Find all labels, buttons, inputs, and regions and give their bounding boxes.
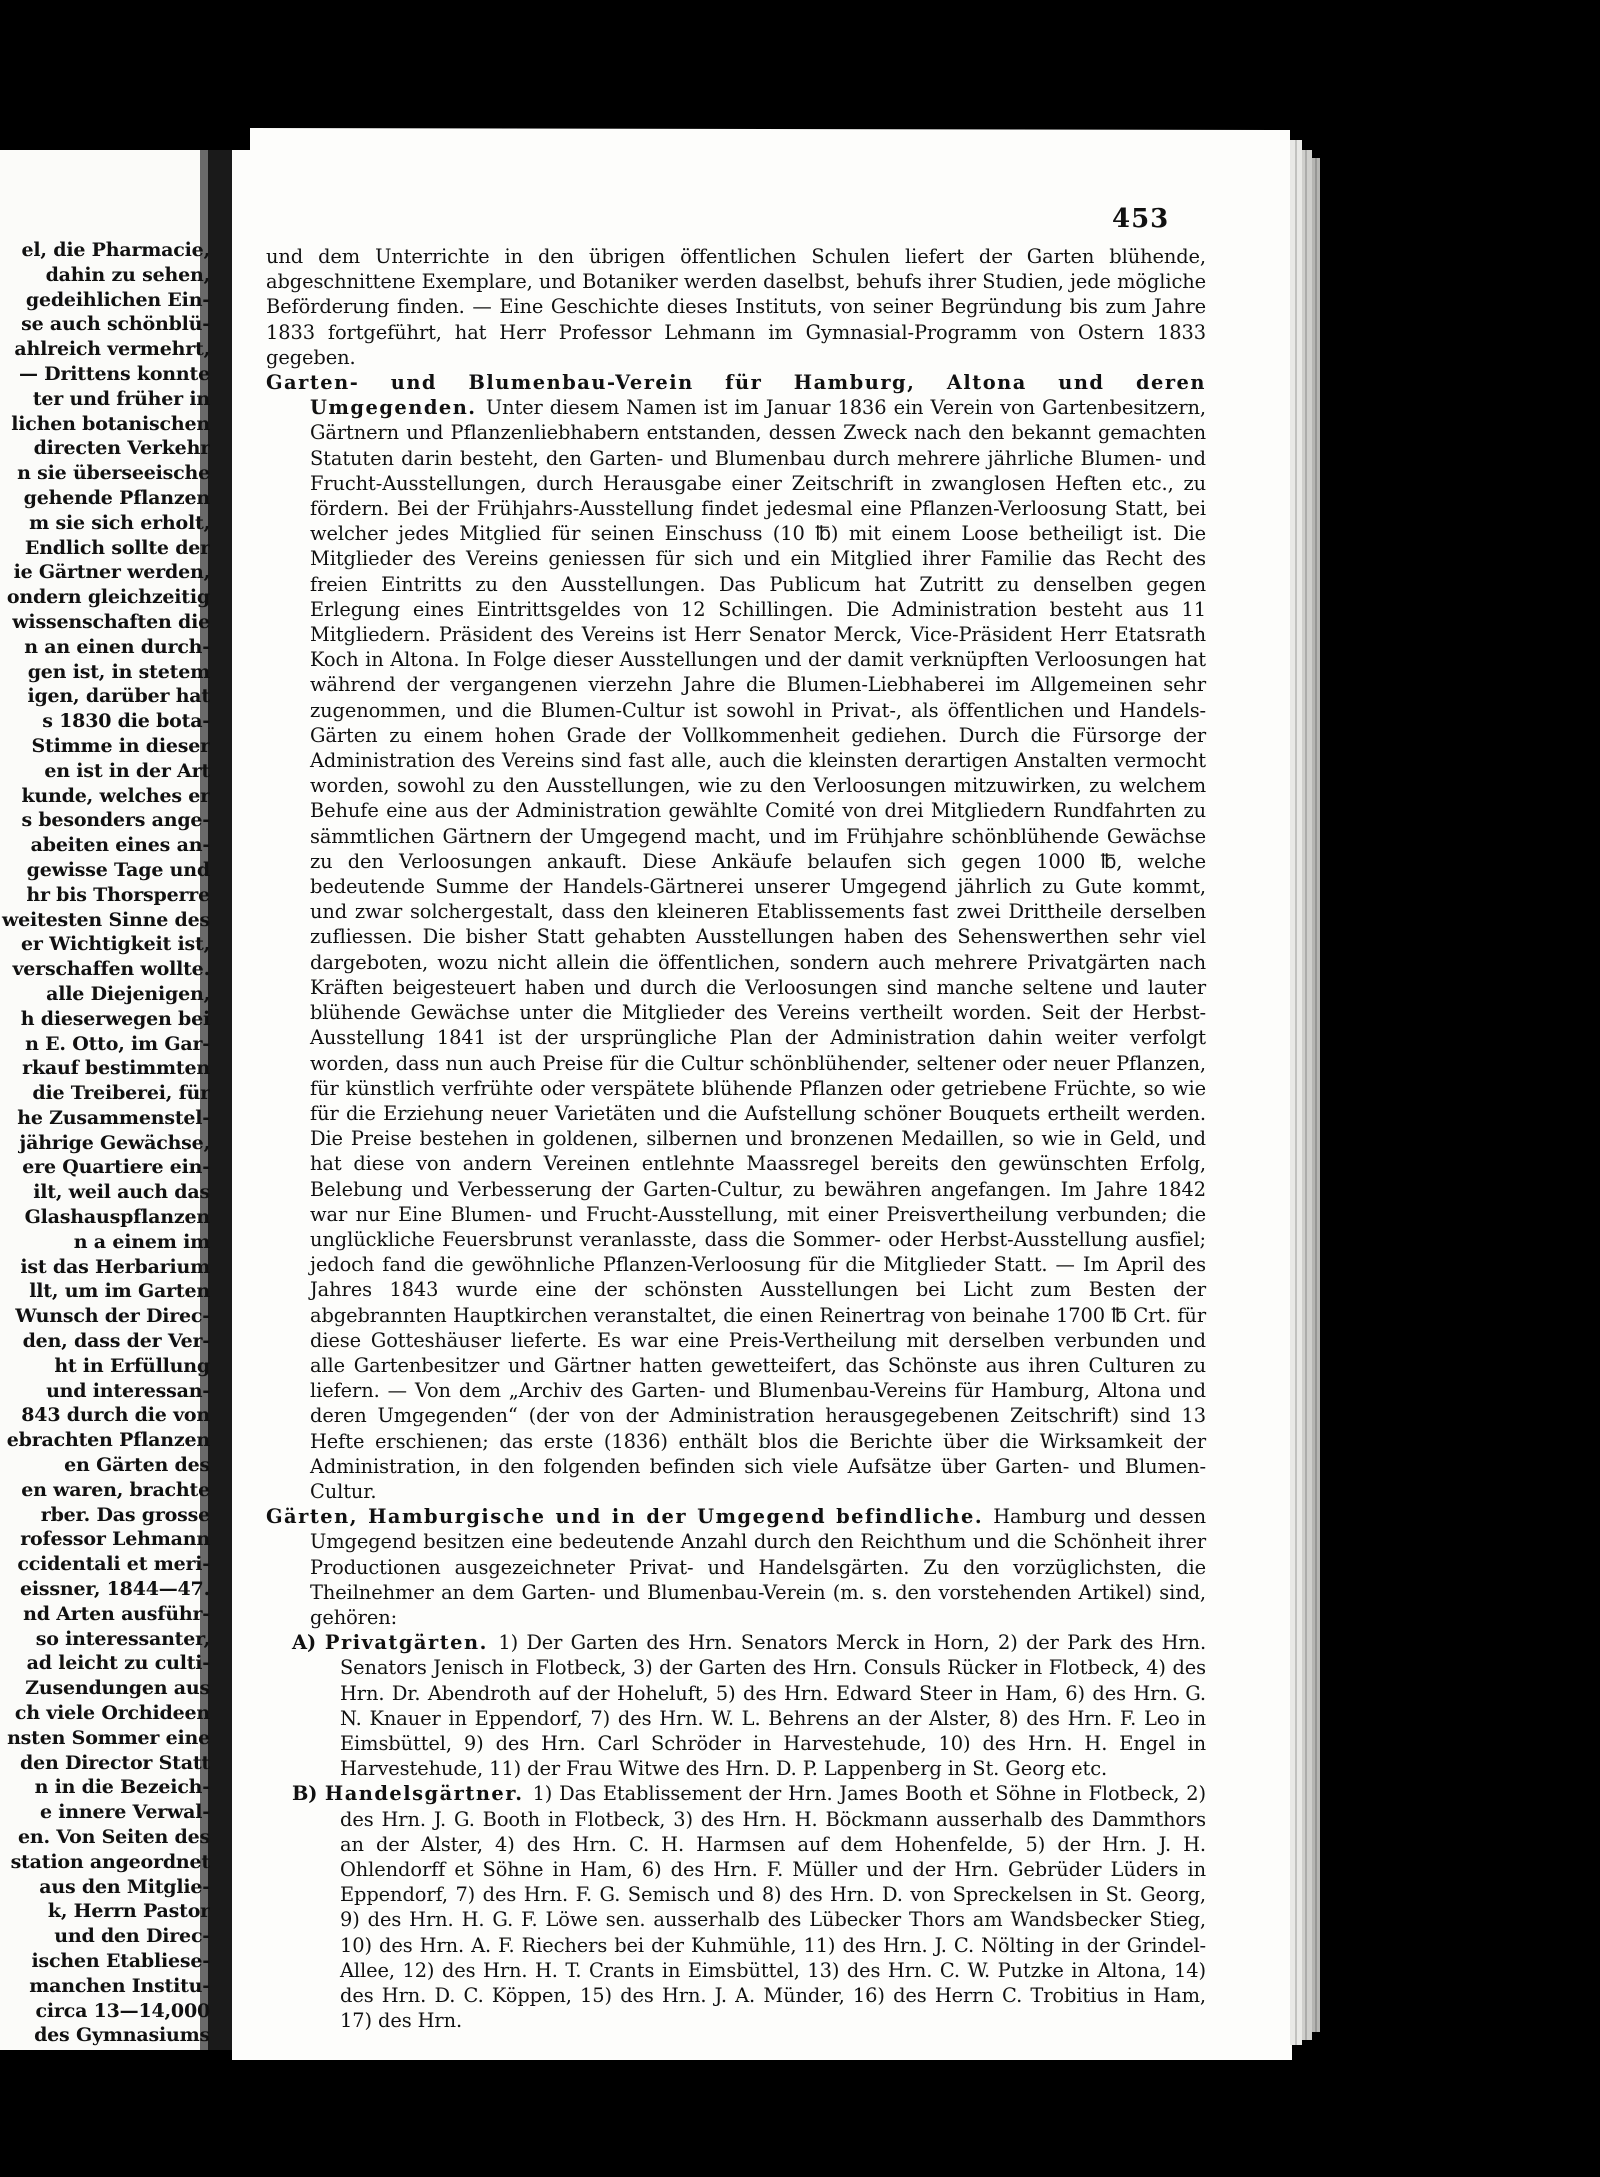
left-column-line: 843 durch die von [21, 1404, 210, 1427]
left-column-line: ebrachten Pflanzen [6, 1429, 210, 1452]
subentry-marker: A) [292, 1631, 325, 1655]
left-column-line: weitesten Sinne des [1, 908, 210, 931]
left-column-line: rber. Das grosse [40, 1503, 210, 1526]
left-column-line: en Gärten des [64, 1454, 210, 1477]
left-column-line: manchen Institu- [29, 1974, 210, 1997]
left-column-line: ie Gärtner werden, [13, 561, 210, 584]
left-column-line: kunde, welches er [21, 784, 210, 807]
entry-text: Unter diesem Namen ist im Januar 1836 ein Verein von Gartenbesitzern, Gärtnern und Pflanzenliebhabern entstanden, dessen Zweck nach den bekannt gemachten Statuten darin besteht, den Garten- und Blumenbau durch mehrere jährliche Blumen- und Frucht-Ausstellungen, durch Herausgabe einer Zeitschrift in zwanglosen Heften etc., zu fördern. Bei der Frühjahrs-Ausstellung findet jedesmal eine Pflanzen-Verloosung Statt, bei welcher jedes Mitglied für seinen Einschuss (10 ℔) mit einem Loose betheiligt ist. Die Mitglieder des Vereins geniessen für sich und ein Mitglied ihrer Familie das Recht des freien Eintritts zu den Ausstellungen. Das Publicum hat Zutritt zu denselben gegen Erlegung eines Eintrittsgeldes von 12 Schillingen. Die Administration besteht aus 11 Mitgliedern. Präsident des Vereins ist Herr Senator Merck, Vice-Präsident Herr Etatsrath Koch in Altona. In Folge dieser Ausstellungen und der damit verknüpften Verloosungen hat während der vergangenen vierzehn Jahre die Blumen-Liebhaberei im Allgemeinen sehr zugenommen, und die Blumen-Cultur ist sowohl in Privat-, als öffentlichen und Handels-Gärten zu einem hohen Grade der Vollkommenheit gediehen. Durch die Fürsorge der Administration des Vereins sind fast alle, auch die kleinsten derartigen Anstalten vermocht worden, sowohl zu den Ausstellungen, wie zu den Verloosungen mitzuwirken, zu welchem Behufe eine aus der Administration gewählte Comité von drei Mitgliedern Rundfahrten zu sämmtlichen Gärtnern der Umgegend macht, und im Frühjahre schönblühende Gewächse zu den Verloosungen ankauft. Diese Ankäufe belaufen sich gegen 1000 ℔, welche bedeutende Summe der Handels-Gärtnerei unserer Umgegend jährlich zu Gute kommt, und zwar solchergestalt, dass den kleineren Etablissements fast zwei Drittheile derselben zufliessen. Die bisher Statt gehabten Ausstellungen haben des Sehenswerthen sehr viel dargeboten, wozu nicht allein die öffentlichen, sondern auch mehrere Privatgärten nach Kräften beigesteuert haben und durch die Verloosungen sind manche seltene und lauter blühende Gewächse unter die Mitglieder des Vereins vertheilt worden. Seit der Herbst-Ausstellung 1841 ist der ursprüngliche Plan der Administration dahin weiter verfolgt worden, dass nun auch Preise für die Cultur schönblühender, seltener oder neuer Pflanzen, für künstlich verfrühte oder verspätete blühende Pflanzen oder getriebene Früchte, so wie für die Erziehung neuer Varietäten und die Aufstellung schöner Bouquets ertheilt werden. Die Preise bestehen in goldenen, silbernen und bronzenen Medaillen, so wie in Geld, und hat diese von andern Vereinen entlehnte Maassregel bereits den gewünschten Erfolg, Belebung und Verbesserung der Garten-Cultur, zu bewähren angefangen. Im Jahre 1842 war nur Eine Blumen- und Frucht-Ausstellung, mit einer Preisvertheilung verbunden; die unglückliche Feuersbrunst veranlasste, dass die Sommer- oder Herbst-Ausstellung ausfiel; jedoch fand die gewöhnliche Pflanzen-Verloosung für die Mitglieder Statt. — Im April des Jahres 1843 wurde eine der schönsten Ausstellungen bei Licht zum Besten der abgebrannten Hauptkirchen veranstaltet, die einen Reinertrag von beinahe 1700 ℔ Crt. für diese Gotteshäuser lieferte. Es war eine Preis-Vertheilung mit derselben verbunden und alle Gartenbesitzer und Gärtner hatten gewetteifert, das Schönste aus ihren Culturen zu liefern. — Von dem „Archiv des Garten- und Blumenbau-Vereins für Hamburg, Altona und deren Umgegenden“ (der von der Administration herausgegebenen Zeitschrift) sind 13 Hefte erschienen; das erste (1836) enthält blos die Berichte über die Wirksamkeit der Administration, in den folgenden befinden sich viele Aufsätze über Garten- und Blumen-Cultur. [310, 396, 1206, 1503]
left-column-line: k, Herrn Pastor [47, 1900, 210, 1923]
left-column-line: hr bis Thorsperre [26, 883, 210, 906]
left-column-line: gen ist, in stetem [27, 660, 210, 683]
left-column-line: alle Diejenigen, [46, 982, 210, 1005]
left-column-line: den Director Statt [20, 1751, 210, 1774]
left-column-line: verschaffen wollte. [12, 958, 210, 981]
page-number: 453 [1112, 204, 1170, 234]
entry-lemma: Gärten, Hamburgische und in der Umgegend befindliche. [266, 1505, 994, 1529]
left-column-line: jährige Gewächse, [19, 1131, 210, 1154]
entry-text: Hamburg und dessen Umgegend besitzen eine bedeutende Anzahl durch den Reichthum und die Schönheit ihrer Productionen ausgezeichneter Privat- und Handelsgärten. Zu den vorzüglichsten, die Theilnehmer an dem Garten- und Blumenbau-Verein (m. s. den vorstehenden Artikel) sind, gehören: [310, 1505, 1206, 1629]
left-column-line: en waren, brachte [21, 1478, 210, 1501]
left-column-line: igen, darüber hat [27, 685, 210, 708]
entry-gaerten-hamburg [266, 1504, 1206, 1630]
paragraph-continuation: und dem Unterrichte in den übrigen öffentlichen Schulen liefert der Garten blühende, abgeschnittene Exemplare, und Botaniker werden daselbst, behufs ihrer Studien, jede mögliche Beförderung finden. — Eine Geschichte dieses Instituts, von seiner Begründung bis zum Jahre 1833 fortgeführt, hat Herr Professor Lehmann im Gymnasial-Programm von Ostern 1833 gegeben. [266, 245, 1206, 369]
left-column-line: n an einen durch- [24, 635, 210, 658]
left-column-line: gewisse Tage und [26, 858, 210, 881]
left-column-line: wissenschaften die [12, 610, 210, 633]
left-column-line: — Drittens konnte [18, 362, 210, 385]
subentry-lemma: Privatgärten. [324, 1631, 499, 1655]
left-column-line: n E. Otto, im Gar- [25, 1032, 210, 1055]
left-column-line: so interessanter, [35, 1627, 210, 1650]
left-column-line: el, die Pharmacie, [21, 239, 210, 261]
entry-lemma: Garten- und Blumenbau-Verein für Hamburg, Altona und deren Umgegenden. [266, 371, 1206, 420]
left-column-line: Zusendungen aus [25, 1677, 210, 1700]
left-column-line: dahin zu sehen, [45, 263, 210, 286]
left-page-column [0, 238, 210, 2048]
left-column-line: aus den Mitglie- [39, 1875, 210, 1898]
subentry-text: 1) Das Etablissement der Hrn. James Booth et Söhne in Flotbeck, 2) des Hrn. J. G. Booth in Flotbeck, 3) des Hrn. H. Böckmann ausserhalb des Dammthors an der Alster, 4) des Hrn. C. H. Harmsen auf dem Hohenfelde, 5) der Hrn. J. H. Ohlendorff et Söhne in Ham, 6) des Hrn. F. Müller und der Hrn. Gebrüder Lüders in Eppendorf, 7) des Hrn. F. G. Semisch und 8) des Hrn. D. von Spreckelsen in St. Georg, 9) des Hrn. H. G. F. Löwe sen. ausserhalb des Lübecker Thors am Wandsbecker Stieg, 10) des Hrn. A. F. Riechers bei der Kuhmühle, 11) des Hrn. J. C. Nölting in der Grindel-Allee, 12) des Hrn. H. T. Crants in Eimsbüttel, 13) des Hrn. C. W. Putzke in Altona, 14) des Hrn. D. C. Köppen, 15) des Hrn. J. A. Münder, 16) des Herrn C. Trobitius in Ham, 17) des Hrn. [340, 1782, 1207, 2033]
left-column-line: abeiten eines an- [30, 834, 210, 857]
left-column-line: Glashauspflanzen [24, 1206, 210, 1229]
left-column-line: ondern gleichzeitig [6, 586, 210, 609]
left-column-line: he Zusammenstel- [17, 1106, 210, 1129]
left-column-line: ter und früher in [32, 387, 210, 410]
left-column-line: ist das Herbarium [20, 1255, 210, 1278]
left-column-line: e innere Verwal- [39, 1801, 210, 1824]
left-column-line: ischen Etabliese- [31, 1949, 210, 1972]
left-column-line: s 1830 die bota- [42, 710, 210, 733]
left-column-line: ere Quartiere ein- [22, 1156, 210, 1179]
subentry-marker: B) [292, 1782, 325, 1806]
left-column-line: gedeihlichen Ein- [25, 288, 210, 311]
left-column-line: nd Arten ausführ- [23, 1602, 210, 1625]
left-column-line: des Gymnasiums [34, 2024, 210, 2047]
left-column-line: und den Direc- [54, 1925, 210, 1948]
left-column-line: h dieserwegen bei [20, 1007, 210, 1030]
page-body [266, 244, 1206, 2033]
left-column-line: en ist in der Art [44, 759, 210, 782]
left-column-line: circa 13—14,000 [35, 1999, 210, 2022]
left-column-line: n sie überseeische [17, 462, 210, 485]
left-column-line: er Wichtigkeit ist, [21, 933, 210, 956]
left-column-line: ahlreich vermehrt, [14, 338, 210, 361]
left-column-line: station angeordnet [10, 1850, 210, 1873]
left-column-line: den, dass der Ver- [22, 1330, 210, 1353]
left-column-line: die Treiberei, für [32, 1082, 210, 1105]
left-column-line: und interessan- [46, 1379, 210, 1402]
left-column-line: n in die Bezeich- [34, 1776, 210, 1799]
left-column-line: Endlich sollte der [24, 536, 210, 559]
left-column-line: Wunsch der Direc- [15, 1305, 210, 1328]
left-column-line: ch viele Orchideen [14, 1702, 210, 1725]
subentry-text: 1) Der Garten des Hrn. Senators Merck in Horn, 2) der Park des Hrn. Senators Jenisch in Flotbeck, 3) der Garten des Hrn. Consuls Rücker in Flotbeck, 4) des Hrn. Dr. Abendroth auf der Hoheluft, 5) des Hrn. Edward Steer in Ham, 6) des Hrn. G. N. Knauer in Eppendorf, 7) des Hrn. W. L. Behrens an der Alster, 8) des Hrn. F. Leo in Eimsbüttel, 9) des Hrn. Carl Schröder in Harvestehude, 10) des Hrn. H. Engel in Harvestehude, 11) der Frau Witwe des Hrn. D. P. Lappenberg in St. Georg etc. [340, 1631, 1207, 1781]
subentry-privatgaerten [266, 1630, 1206, 1781]
left-column-line: n a einem im [73, 1230, 210, 1253]
left-column-line: Stimme in dieser [31, 734, 210, 757]
entry-garten-verein [266, 370, 1206, 1504]
left-column-line: llt, um im Garten [29, 1280, 210, 1303]
left-column-line: ad leicht zu culti- [26, 1652, 210, 1675]
subentry-lemma: Handelsgärtner. [324, 1782, 533, 1806]
left-column-line: nsten Sommer eine [7, 1726, 210, 1749]
left-column-line: se auch schönblü- [21, 313, 210, 336]
left-column-line: rofessor Lehmann [20, 1528, 210, 1551]
left-column-line: s besonders ange- [21, 809, 210, 832]
left-column-line: lichen botanischen [11, 412, 210, 435]
subentry-handelsgaertner [266, 1781, 1206, 2033]
left-column-line: en. Von Seiten des [17, 1826, 210, 1848]
left-column-line: eissner, 1844—47. [20, 1578, 210, 1601]
left-column-line: ilt, weil auch das [33, 1181, 210, 1204]
left-column-line: m sie sich erholt, [29, 511, 210, 534]
left-column-line: rkauf bestimmten [22, 1057, 210, 1080]
left-column-line: ccidentali et meri- [17, 1553, 210, 1576]
left-column-line: ht in Erfüllung [54, 1354, 210, 1377]
left-column-line: gehende Pflanzen [23, 486, 210, 509]
left-column-line: directen Verkehr [33, 437, 210, 460]
